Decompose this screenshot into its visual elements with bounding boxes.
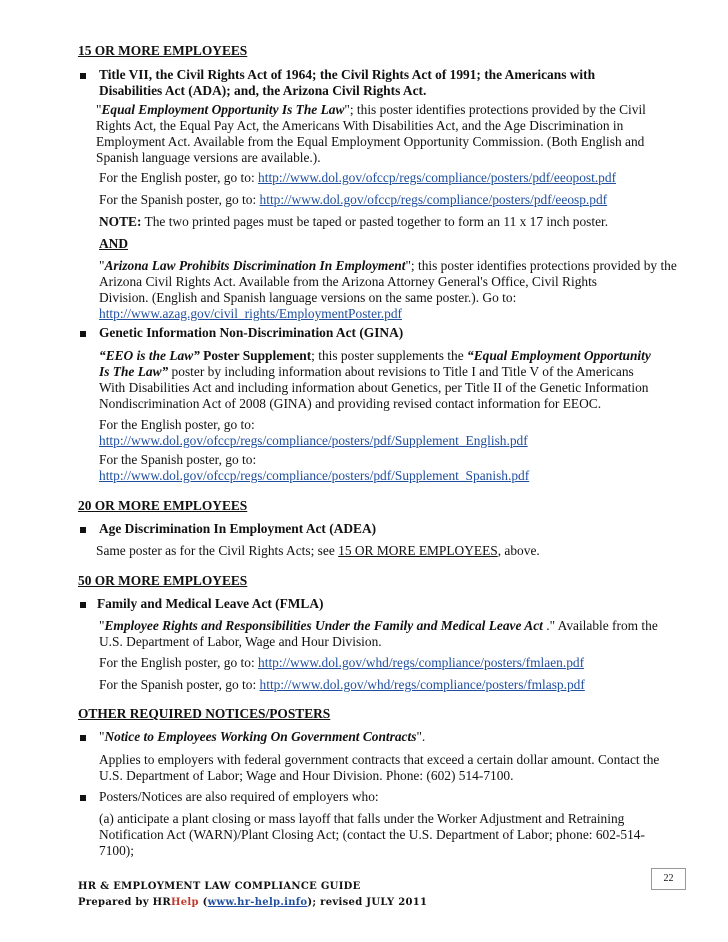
eeo-spanish-row	[99, 192, 607, 208]
az-poster-link[interactable]: http://www.azag.gov/civil_rights/EmploymentPoster.pdf	[99, 306, 402, 321]
bullet-icon	[80, 331, 86, 337]
cross-reference-link[interactable]: 15 OR MORE EMPLOYEES	[338, 543, 498, 558]
english-label: For the English poster, go to:	[99, 655, 259, 670]
fmla-english-row	[99, 655, 584, 671]
warn-line3: 7100);	[99, 843, 134, 858]
supplement-english-link[interactable]: http://www.dol.gov/ofccp/regs/compliance/posters/pdf/Supplement_English.pdf	[99, 433, 528, 448]
eeo-poster-title: Equal Employment Opportunity Is The Law	[101, 102, 345, 117]
quote: "	[99, 618, 105, 633]
eeo-reference: “Equal Employment Opportunity	[467, 348, 651, 363]
eeo-paragraph-line4: Spanish language versions are available.).	[96, 150, 321, 165]
note-row	[99, 214, 608, 230]
title-vii-line1: Title VII, the Civil Rights Act of 1964; the Civil Rights Act of 1991; the Americans with	[99, 67, 596, 82]
footer-paren: (	[198, 897, 208, 908]
applies-line1: Applies to employers with federal government contracts that exceed a certain dollar amount. Contact the	[99, 752, 660, 767]
section-heading-other: OTHER REQUIRED NOTICES/POSTERS	[78, 706, 331, 721]
supplement-spanish-label: For the Spanish poster, go to:	[99, 452, 257, 467]
eeo-english-link[interactable]: http://www.dol.gov/ofccp/regs/compliance/posters/pdf/eeopost.pdf	[258, 170, 617, 185]
section-heading-50: 50 OR MORE EMPLOYEES	[78, 573, 248, 588]
note-label: NOTE:	[99, 214, 142, 229]
bullet-icon	[80, 602, 86, 608]
note-text: The two printed pages must be taped or pasted together to form an 11 x 17 inch poster.	[141, 214, 609, 229]
supplement-line1	[99, 348, 651, 364]
fmla-poster-title: Employee Rights and Responsibilities Under the Family and Medical Leave Act	[104, 618, 543, 633]
supplement-line3: With Disabilities Act and including information about Genetics, per Title II of the Genetic Information	[99, 380, 649, 395]
adea-title: Age Discrimination In Employment Act (ADEA)	[99, 521, 377, 536]
page-number: 22	[651, 868, 686, 890]
footer-guide-title: HR & EMPLOYMENT LAW COMPLIANCE GUIDE	[78, 881, 361, 892]
footer-help: Help	[170, 897, 199, 908]
and-label: AND	[99, 236, 129, 251]
warn-line2: Notification Act (WARN)/Plant Closing Act; (contact the U.S. Department of Labor; phone: 602-514-	[99, 827, 645, 842]
eeo-english-row	[99, 170, 616, 186]
fmla-text: ." Available from the	[542, 618, 658, 633]
footer-website-link[interactable]: www.hr-help.info	[207, 897, 308, 908]
same-poster-text: Same poster as for the Civil Rights Acts; see	[96, 543, 339, 558]
footer-prepared-by	[78, 897, 427, 908]
quote-end: ".	[416, 729, 426, 744]
footer-revised: ); revised JULY 2011	[307, 897, 428, 908]
quote: "	[99, 258, 105, 273]
supplement-text: poster by including information about revisions to Title I and Title V of the Americans	[168, 364, 634, 379]
bullet-icon	[80, 73, 86, 79]
eeo-reference-end: Is The Law”	[99, 364, 169, 379]
fmla-spanish-link[interactable]: http://www.dol.gov/whd/regs/compliance/posters/fmlasp.pdf	[259, 677, 585, 692]
quote: "	[96, 102, 102, 117]
az-paragraph-line2: Arizona Civil Rights Act. Available from the Arizona Attorney General's Office, Civil Rights	[99, 274, 598, 289]
section-heading-15: 15 OR MORE EMPLOYEES	[78, 43, 248, 58]
fmla-title: Family and Medical Leave Act (FMLA)	[97, 596, 324, 611]
supplement-line2	[99, 364, 634, 380]
az-paragraph-line1	[99, 258, 677, 274]
bullet-icon	[80, 795, 86, 801]
quote: "	[99, 729, 105, 744]
title-vii-line2: Disabilities Act (ADA); and, the Arizona Civil Rights Act.	[99, 83, 427, 98]
posters-required: Posters/Notices are also required of employers who:	[99, 789, 379, 804]
warn-line1: (a) anticipate a plant closing or mass layoff that falls under the Worker Adjustment and Retraining	[99, 811, 625, 826]
eeo-paragraph-line3: Employment Act. Available from the Equal Employment Opportunity Commission. (Both English and	[96, 134, 645, 149]
eeo-text: "; this poster identifies protections provided by the Civil	[344, 102, 646, 117]
eeo-spanish-link[interactable]: http://www.dol.gov/ofccp/regs/compliance/posters/pdf/eeosp.pdf	[259, 192, 608, 207]
fmla-line2: U.S. Department of Labor, Wage and Hour Division.	[99, 634, 382, 649]
az-text: "; this poster identifies protections provided by the	[405, 258, 677, 273]
bullet-icon	[80, 527, 86, 533]
english-label: For the English poster, go to:	[99, 170, 259, 185]
eeo-paragraph-line2: Rights Act, the Equal Pay Act, the Americans With Disabilities Act, and the Age Discrimination in	[96, 118, 624, 133]
az-poster-title: Arizona Law Prohibits Discrimination In Employment	[104, 258, 406, 273]
same-poster-text-end: , above.	[497, 543, 540, 558]
fmla-spanish-row	[99, 677, 585, 693]
eeo-paragraph-line1	[96, 102, 646, 118]
section-heading-20: 20 OR MORE EMPLOYEES	[78, 498, 248, 513]
supplement-text: ; this poster supplements the	[311, 348, 468, 363]
az-paragraph-line3: Division. (English and Spanish language versions on the same poster.). Go to:	[99, 290, 517, 305]
supplement-line4: Nondiscrimination Act of 2008 (GINA) and providing revised contact information for EEOC.	[99, 396, 602, 411]
adea-same-poster	[96, 543, 540, 559]
notice-line	[99, 729, 425, 745]
supplement-title: “EEO is the Law”	[99, 348, 200, 363]
supplement-english-label: For the English poster, go to:	[99, 417, 255, 432]
supplement-spanish-link[interactable]: http://www.dol.gov/ofccp/regs/compliance/posters/pdf/Supplement_Spanish.pdf	[99, 468, 530, 483]
spanish-label: For the Spanish poster, go to:	[99, 677, 260, 692]
applies-line2: U.S. Department of Labor; Wage and Hour Division. Phone: (602) 514-7100.	[99, 768, 514, 783]
fmla-line1	[99, 618, 658, 634]
bullet-icon	[80, 735, 86, 741]
notice-title: Notice to Employees Working On Government Contracts	[104, 729, 417, 744]
spanish-label: For the Spanish poster, go to:	[99, 192, 260, 207]
gina-title: Genetic Information Non-Discrimination Act (GINA)	[99, 325, 404, 340]
supplement-title-rest: Poster Supplement	[199, 348, 312, 363]
fmla-english-link[interactable]: http://www.dol.gov/whd/regs/compliance/posters/fmlaen.pdf	[258, 655, 585, 670]
footer-prefix: Prepared by HR	[78, 897, 171, 908]
